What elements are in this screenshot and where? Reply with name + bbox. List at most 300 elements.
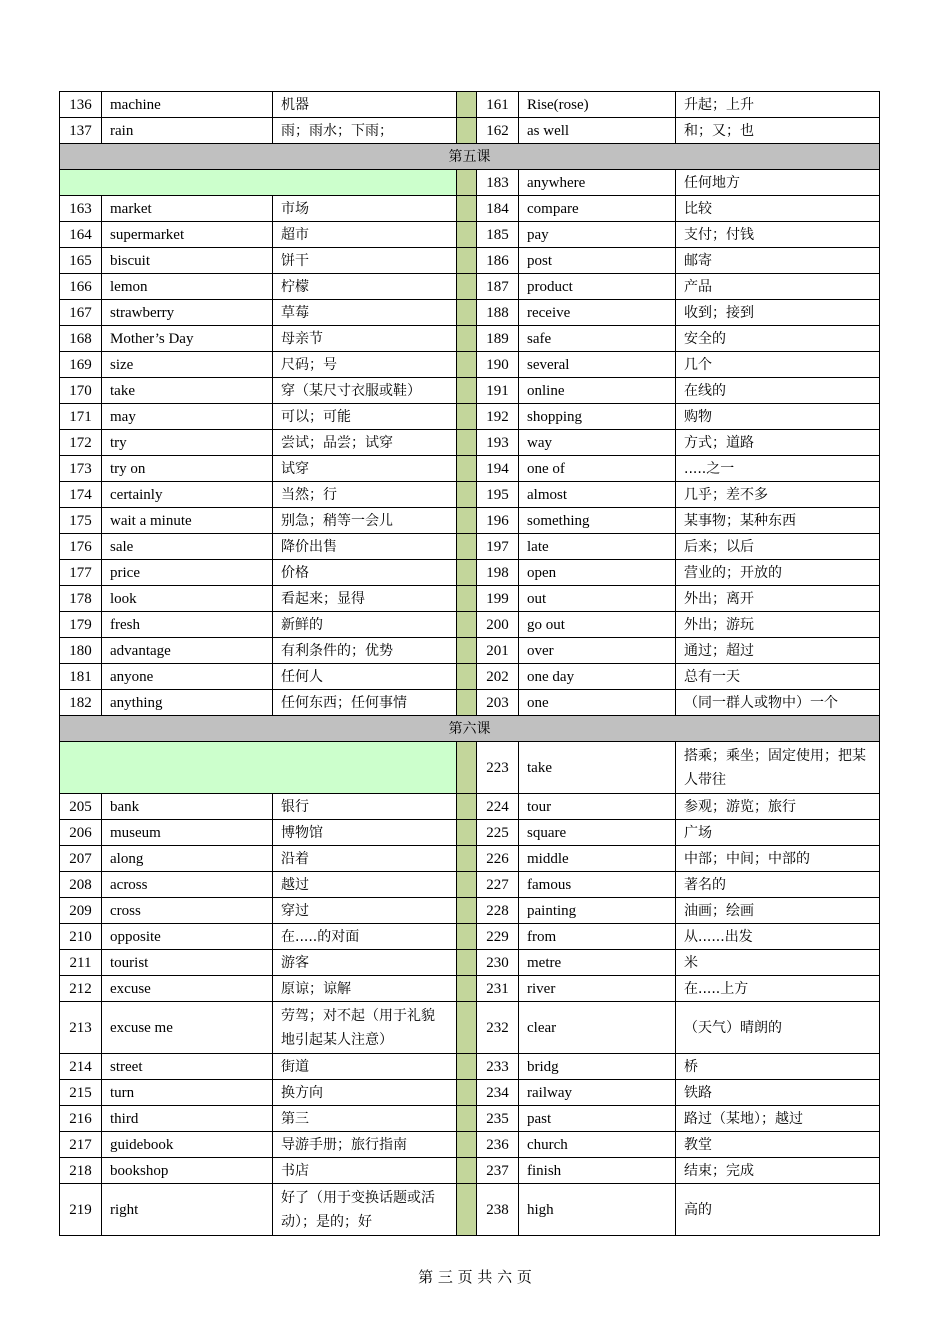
english-word: size	[102, 352, 273, 378]
column-separator	[457, 560, 477, 586]
english-word: tourist	[102, 950, 273, 976]
chinese-meaning: 油画；绘画	[676, 898, 880, 924]
column-separator	[457, 482, 477, 508]
chinese-meaning: 在线的	[676, 378, 880, 404]
chinese-meaning: 外出；游玩	[676, 612, 880, 638]
english-word: look	[102, 586, 273, 612]
english-word: church	[519, 1132, 676, 1158]
column-separator	[457, 1132, 477, 1158]
column-separator	[457, 976, 477, 1002]
chinese-meaning: 几乎；差不多	[676, 482, 880, 508]
table-row	[60, 482, 880, 508]
chinese-meaning: 第三	[273, 1106, 457, 1132]
chinese-meaning: 草莓	[273, 300, 457, 326]
word-number: 197	[477, 534, 519, 560]
table-row	[60, 1054, 880, 1080]
word-number: 192	[477, 404, 519, 430]
page-footer: 第 三 页 共 六 页	[418, 1268, 532, 1286]
english-word: several	[519, 352, 676, 378]
english-word: clear	[519, 1002, 676, 1054]
english-word: excuse	[102, 976, 273, 1002]
chinese-meaning: 银行	[273, 794, 457, 820]
chinese-meaning: 方式；道路	[676, 430, 880, 456]
word-number: 173	[60, 456, 102, 482]
chinese-meaning: 街道	[273, 1054, 457, 1080]
word-number: 137	[60, 118, 102, 144]
table-row	[60, 976, 880, 1002]
english-word: painting	[519, 898, 676, 924]
table-row	[60, 612, 880, 638]
word-number: 193	[477, 430, 519, 456]
chinese-meaning: 总有一天	[676, 664, 880, 690]
table-row	[60, 118, 880, 144]
table-row	[60, 404, 880, 430]
english-word: safe	[519, 326, 676, 352]
table-row	[60, 872, 880, 898]
word-number: 163	[60, 196, 102, 222]
word-number: 202	[477, 664, 519, 690]
table-row	[60, 794, 880, 820]
chinese-meaning: 市场	[273, 196, 457, 222]
chinese-meaning: 尝试；品尝；试穿	[273, 430, 457, 456]
table-row	[60, 950, 880, 976]
column-separator	[457, 586, 477, 612]
chinese-meaning: 价格	[273, 560, 457, 586]
word-number: 201	[477, 638, 519, 664]
english-word: take	[519, 742, 676, 794]
column-separator	[457, 1158, 477, 1184]
word-number: 213	[60, 1002, 102, 1054]
column-separator	[457, 300, 477, 326]
column-separator	[457, 820, 477, 846]
word-number: 235	[477, 1106, 519, 1132]
english-word: product	[519, 274, 676, 300]
lesson-title: 第五课	[60, 144, 880, 170]
column-separator	[457, 638, 477, 664]
word-number: 214	[60, 1054, 102, 1080]
english-word: shopping	[519, 404, 676, 430]
english-word: as well	[519, 118, 676, 144]
english-word: compare	[519, 196, 676, 222]
chinese-meaning: 当然；行	[273, 482, 457, 508]
word-number: 236	[477, 1132, 519, 1158]
blank-cell	[60, 742, 457, 794]
english-word: high	[519, 1184, 676, 1236]
table-row	[60, 326, 880, 352]
word-number: 223	[477, 742, 519, 794]
column-separator	[457, 430, 477, 456]
chinese-meaning: 柠檬	[273, 274, 457, 300]
english-word: market	[102, 196, 273, 222]
word-number: 165	[60, 248, 102, 274]
column-separator	[457, 742, 477, 794]
chinese-meaning: 超市	[273, 222, 457, 248]
table-row	[60, 222, 880, 248]
english-word: museum	[102, 820, 273, 846]
table-row	[60, 820, 880, 846]
word-number: 190	[477, 352, 519, 378]
english-word: take	[102, 378, 273, 404]
column-separator	[457, 248, 477, 274]
word-number: 169	[60, 352, 102, 378]
column-separator	[457, 326, 477, 352]
english-word: fresh	[102, 612, 273, 638]
word-number: 183	[477, 170, 519, 196]
chinese-meaning: 沿着	[273, 846, 457, 872]
chinese-meaning: 广场	[676, 820, 880, 846]
word-number: 175	[60, 508, 102, 534]
english-word: certainly	[102, 482, 273, 508]
chinese-meaning: 原谅；谅解	[273, 976, 457, 1002]
english-word: bridg	[519, 1054, 676, 1080]
english-word: Mother’s Day	[102, 326, 273, 352]
table-row	[60, 430, 880, 456]
table-row	[60, 274, 880, 300]
blank-cell	[60, 170, 457, 196]
table-row	[60, 508, 880, 534]
chinese-meaning: 任何东西；任何事情	[273, 690, 457, 716]
word-number: 217	[60, 1132, 102, 1158]
chinese-meaning: 购物	[676, 404, 880, 430]
chinese-meaning: 穿过	[273, 898, 457, 924]
table-row	[60, 1106, 880, 1132]
chinese-meaning: 中部；中间；中部的	[676, 846, 880, 872]
english-word: out	[519, 586, 676, 612]
chinese-meaning: 导游手册；旅行指南	[273, 1132, 457, 1158]
english-word: almost	[519, 482, 676, 508]
english-word: open	[519, 560, 676, 586]
english-word: one day	[519, 664, 676, 690]
chinese-meaning: 可以；可能	[273, 404, 457, 430]
english-word: famous	[519, 872, 676, 898]
table-row	[60, 846, 880, 872]
chinese-meaning: 邮寄	[676, 248, 880, 274]
word-number: 177	[60, 560, 102, 586]
word-number: 178	[60, 586, 102, 612]
table-row	[60, 534, 880, 560]
english-word: Rise(rose)	[519, 92, 676, 118]
english-word: anything	[102, 690, 273, 716]
chinese-meaning: 某事物；某种东西	[676, 508, 880, 534]
word-number: 184	[477, 196, 519, 222]
word-number: 196	[477, 508, 519, 534]
word-number: 136	[60, 92, 102, 118]
english-word: wait a minute	[102, 508, 273, 534]
column-separator	[457, 378, 477, 404]
chinese-meaning: 高的	[676, 1184, 880, 1236]
chinese-meaning: 任何地方	[676, 170, 880, 196]
word-number: 205	[60, 794, 102, 820]
chinese-meaning: 尺码；号	[273, 352, 457, 378]
word-number: 211	[60, 950, 102, 976]
chinese-meaning: 饼干	[273, 248, 457, 274]
table-row	[60, 1158, 880, 1184]
english-word: supermarket	[102, 222, 273, 248]
english-word: late	[519, 534, 676, 560]
chinese-meaning: 支付；付钱	[676, 222, 880, 248]
column-separator	[457, 924, 477, 950]
english-word: one	[519, 690, 676, 716]
column-separator	[457, 508, 477, 534]
word-number: 238	[477, 1184, 519, 1236]
column-separator	[457, 950, 477, 976]
english-word: anyone	[102, 664, 273, 690]
english-word: from	[519, 924, 676, 950]
chinese-meaning: 通过；超过	[676, 638, 880, 664]
english-word: metre	[519, 950, 676, 976]
chinese-meaning: 路过（某地）；越过	[676, 1106, 880, 1132]
chinese-meaning: 营业的；开放的	[676, 560, 880, 586]
column-separator	[457, 794, 477, 820]
word-number: 170	[60, 378, 102, 404]
chinese-meaning: 书店	[273, 1158, 457, 1184]
word-number: 198	[477, 560, 519, 586]
table-row	[60, 1132, 880, 1158]
chinese-meaning: （同一群人或物中）一个	[676, 690, 880, 716]
lesson-title: 第六课	[60, 716, 880, 742]
word-number: 167	[60, 300, 102, 326]
english-word: across	[102, 872, 273, 898]
chinese-meaning: 后来；以后	[676, 534, 880, 560]
chinese-meaning: 任何人	[273, 664, 457, 690]
column-separator	[457, 1184, 477, 1236]
column-separator	[457, 534, 477, 560]
word-number: 225	[477, 820, 519, 846]
word-number: 187	[477, 274, 519, 300]
english-word: middle	[519, 846, 676, 872]
english-word: square	[519, 820, 676, 846]
word-number: 208	[60, 872, 102, 898]
word-number: 174	[60, 482, 102, 508]
word-number: 226	[477, 846, 519, 872]
chinese-meaning: 越过	[273, 872, 457, 898]
table-row	[60, 742, 880, 794]
chinese-meaning: 雨；雨水；下雨；	[273, 118, 457, 144]
english-word: sale	[102, 534, 273, 560]
column-separator	[457, 690, 477, 716]
word-number: 189	[477, 326, 519, 352]
word-number: 233	[477, 1054, 519, 1080]
chinese-meaning: 游客	[273, 950, 457, 976]
table-row	[60, 664, 880, 690]
chinese-meaning: 教堂	[676, 1132, 880, 1158]
chinese-meaning: 有利条件的；优势	[273, 638, 457, 664]
english-word: rain	[102, 118, 273, 144]
chinese-meaning: 比较	[676, 196, 880, 222]
chinese-meaning: 换方向	[273, 1080, 457, 1106]
chinese-meaning: 穿（某尺寸衣服或鞋）	[273, 378, 457, 404]
word-number: 224	[477, 794, 519, 820]
chinese-meaning: 和；又；也	[676, 118, 880, 144]
word-number: 191	[477, 378, 519, 404]
table-row	[60, 170, 880, 196]
column-separator	[457, 898, 477, 924]
word-number: 206	[60, 820, 102, 846]
column-separator	[457, 92, 477, 118]
table-row	[60, 196, 880, 222]
column-separator	[457, 196, 477, 222]
table-row	[60, 898, 880, 924]
english-word: turn	[102, 1080, 273, 1106]
word-number: 209	[60, 898, 102, 924]
english-word: excuse me	[102, 1002, 273, 1054]
word-number: 215	[60, 1080, 102, 1106]
chinese-meaning: 几个	[676, 352, 880, 378]
word-number: 210	[60, 924, 102, 950]
english-word: try	[102, 430, 273, 456]
english-word: biscuit	[102, 248, 273, 274]
lesson-header-row	[60, 716, 880, 742]
chinese-meaning: 劳驾；对不起（用于礼貌地引起某人注意）	[273, 1002, 457, 1054]
english-word: street	[102, 1054, 273, 1080]
column-separator	[457, 274, 477, 300]
english-word: way	[519, 430, 676, 456]
chinese-meaning: 别急；稍等一会儿	[273, 508, 457, 534]
chinese-meaning: 好了（用于变换话题或活动）；是的；好	[273, 1184, 457, 1236]
chinese-meaning: 在.....的对面	[273, 924, 457, 950]
word-number: 216	[60, 1106, 102, 1132]
word-number: 207	[60, 846, 102, 872]
column-separator	[457, 1080, 477, 1106]
column-separator	[457, 222, 477, 248]
english-word: lemon	[102, 274, 273, 300]
word-number: 181	[60, 664, 102, 690]
word-number: 185	[477, 222, 519, 248]
word-number: 234	[477, 1080, 519, 1106]
table-row	[60, 378, 880, 404]
table-row	[60, 690, 880, 716]
column-separator	[457, 872, 477, 898]
english-word: river	[519, 976, 676, 1002]
english-word: bank	[102, 794, 273, 820]
column-separator	[457, 352, 477, 378]
word-number: 186	[477, 248, 519, 274]
word-number: 161	[477, 92, 519, 118]
lesson-header-row	[60, 144, 880, 170]
column-separator	[457, 118, 477, 144]
chinese-meaning: 从......出发	[676, 924, 880, 950]
english-word: may	[102, 404, 273, 430]
word-number: 172	[60, 430, 102, 456]
chinese-meaning: 产品	[676, 274, 880, 300]
chinese-meaning: 结束；完成	[676, 1158, 880, 1184]
table-row	[60, 352, 880, 378]
word-number: 227	[477, 872, 519, 898]
chinese-meaning: 米	[676, 950, 880, 976]
english-word: advantage	[102, 638, 273, 664]
column-separator	[457, 1106, 477, 1132]
chinese-meaning: 桥	[676, 1054, 880, 1080]
word-number: 228	[477, 898, 519, 924]
word-number: 212	[60, 976, 102, 1002]
english-word: right	[102, 1184, 273, 1236]
table-row	[60, 300, 880, 326]
word-number: 232	[477, 1002, 519, 1054]
chinese-meaning: 母亲节	[273, 326, 457, 352]
word-number: 237	[477, 1158, 519, 1184]
english-word: guidebook	[102, 1132, 273, 1158]
table-row	[60, 1080, 880, 1106]
word-number: 195	[477, 482, 519, 508]
column-separator	[457, 664, 477, 690]
word-number: 171	[60, 404, 102, 430]
chinese-meaning: 收到；接到	[676, 300, 880, 326]
english-word: something	[519, 508, 676, 534]
vocabulary-table	[59, 91, 880, 1236]
word-number: 179	[60, 612, 102, 638]
english-word: third	[102, 1106, 273, 1132]
word-number: 230	[477, 950, 519, 976]
english-word: go out	[519, 612, 676, 638]
word-number: 203	[477, 690, 519, 716]
column-separator	[457, 1002, 477, 1054]
table-row	[60, 456, 880, 482]
english-word: bookshop	[102, 1158, 273, 1184]
column-separator	[457, 456, 477, 482]
english-word: opposite	[102, 924, 273, 950]
english-word: pay	[519, 222, 676, 248]
word-number: 218	[60, 1158, 102, 1184]
word-number: 162	[477, 118, 519, 144]
word-number: 164	[60, 222, 102, 248]
english-word: receive	[519, 300, 676, 326]
english-word: online	[519, 378, 676, 404]
chinese-meaning: .....之一	[676, 456, 880, 482]
english-word: post	[519, 248, 676, 274]
table-row	[60, 586, 880, 612]
word-number: 180	[60, 638, 102, 664]
word-number: 166	[60, 274, 102, 300]
table-row	[60, 560, 880, 586]
word-number: 176	[60, 534, 102, 560]
chinese-meaning: （天气）晴朗的	[676, 1002, 880, 1054]
column-separator	[457, 846, 477, 872]
table-row	[60, 924, 880, 950]
chinese-meaning: 外出；离开	[676, 586, 880, 612]
chinese-meaning: 著名的	[676, 872, 880, 898]
chinese-meaning: 安全的	[676, 326, 880, 352]
english-word: price	[102, 560, 273, 586]
english-word: anywhere	[519, 170, 676, 196]
word-number: 231	[477, 976, 519, 1002]
chinese-meaning: 博物馆	[273, 820, 457, 846]
table-row	[60, 638, 880, 664]
english-word: railway	[519, 1080, 676, 1106]
chinese-meaning: 参观；游览；旅行	[676, 794, 880, 820]
english-word: tour	[519, 794, 676, 820]
word-number: 194	[477, 456, 519, 482]
english-word: cross	[102, 898, 273, 924]
word-number: 168	[60, 326, 102, 352]
english-word: finish	[519, 1158, 676, 1184]
word-number: 182	[60, 690, 102, 716]
english-word: try on	[102, 456, 273, 482]
chinese-meaning: 看起来；显得	[273, 586, 457, 612]
english-word: machine	[102, 92, 273, 118]
word-number: 229	[477, 924, 519, 950]
column-separator	[457, 1054, 477, 1080]
word-number: 199	[477, 586, 519, 612]
word-number: 200	[477, 612, 519, 638]
chinese-meaning: 搭乘；乘坐；固定使用；把某人带往	[676, 742, 880, 794]
chinese-meaning: 新鲜的	[273, 612, 457, 638]
english-word: strawberry	[102, 300, 273, 326]
chinese-meaning: 试穿	[273, 456, 457, 482]
chinese-meaning: 铁路	[676, 1080, 880, 1106]
word-number: 188	[477, 300, 519, 326]
column-separator	[457, 170, 477, 196]
table-row	[60, 1184, 880, 1236]
